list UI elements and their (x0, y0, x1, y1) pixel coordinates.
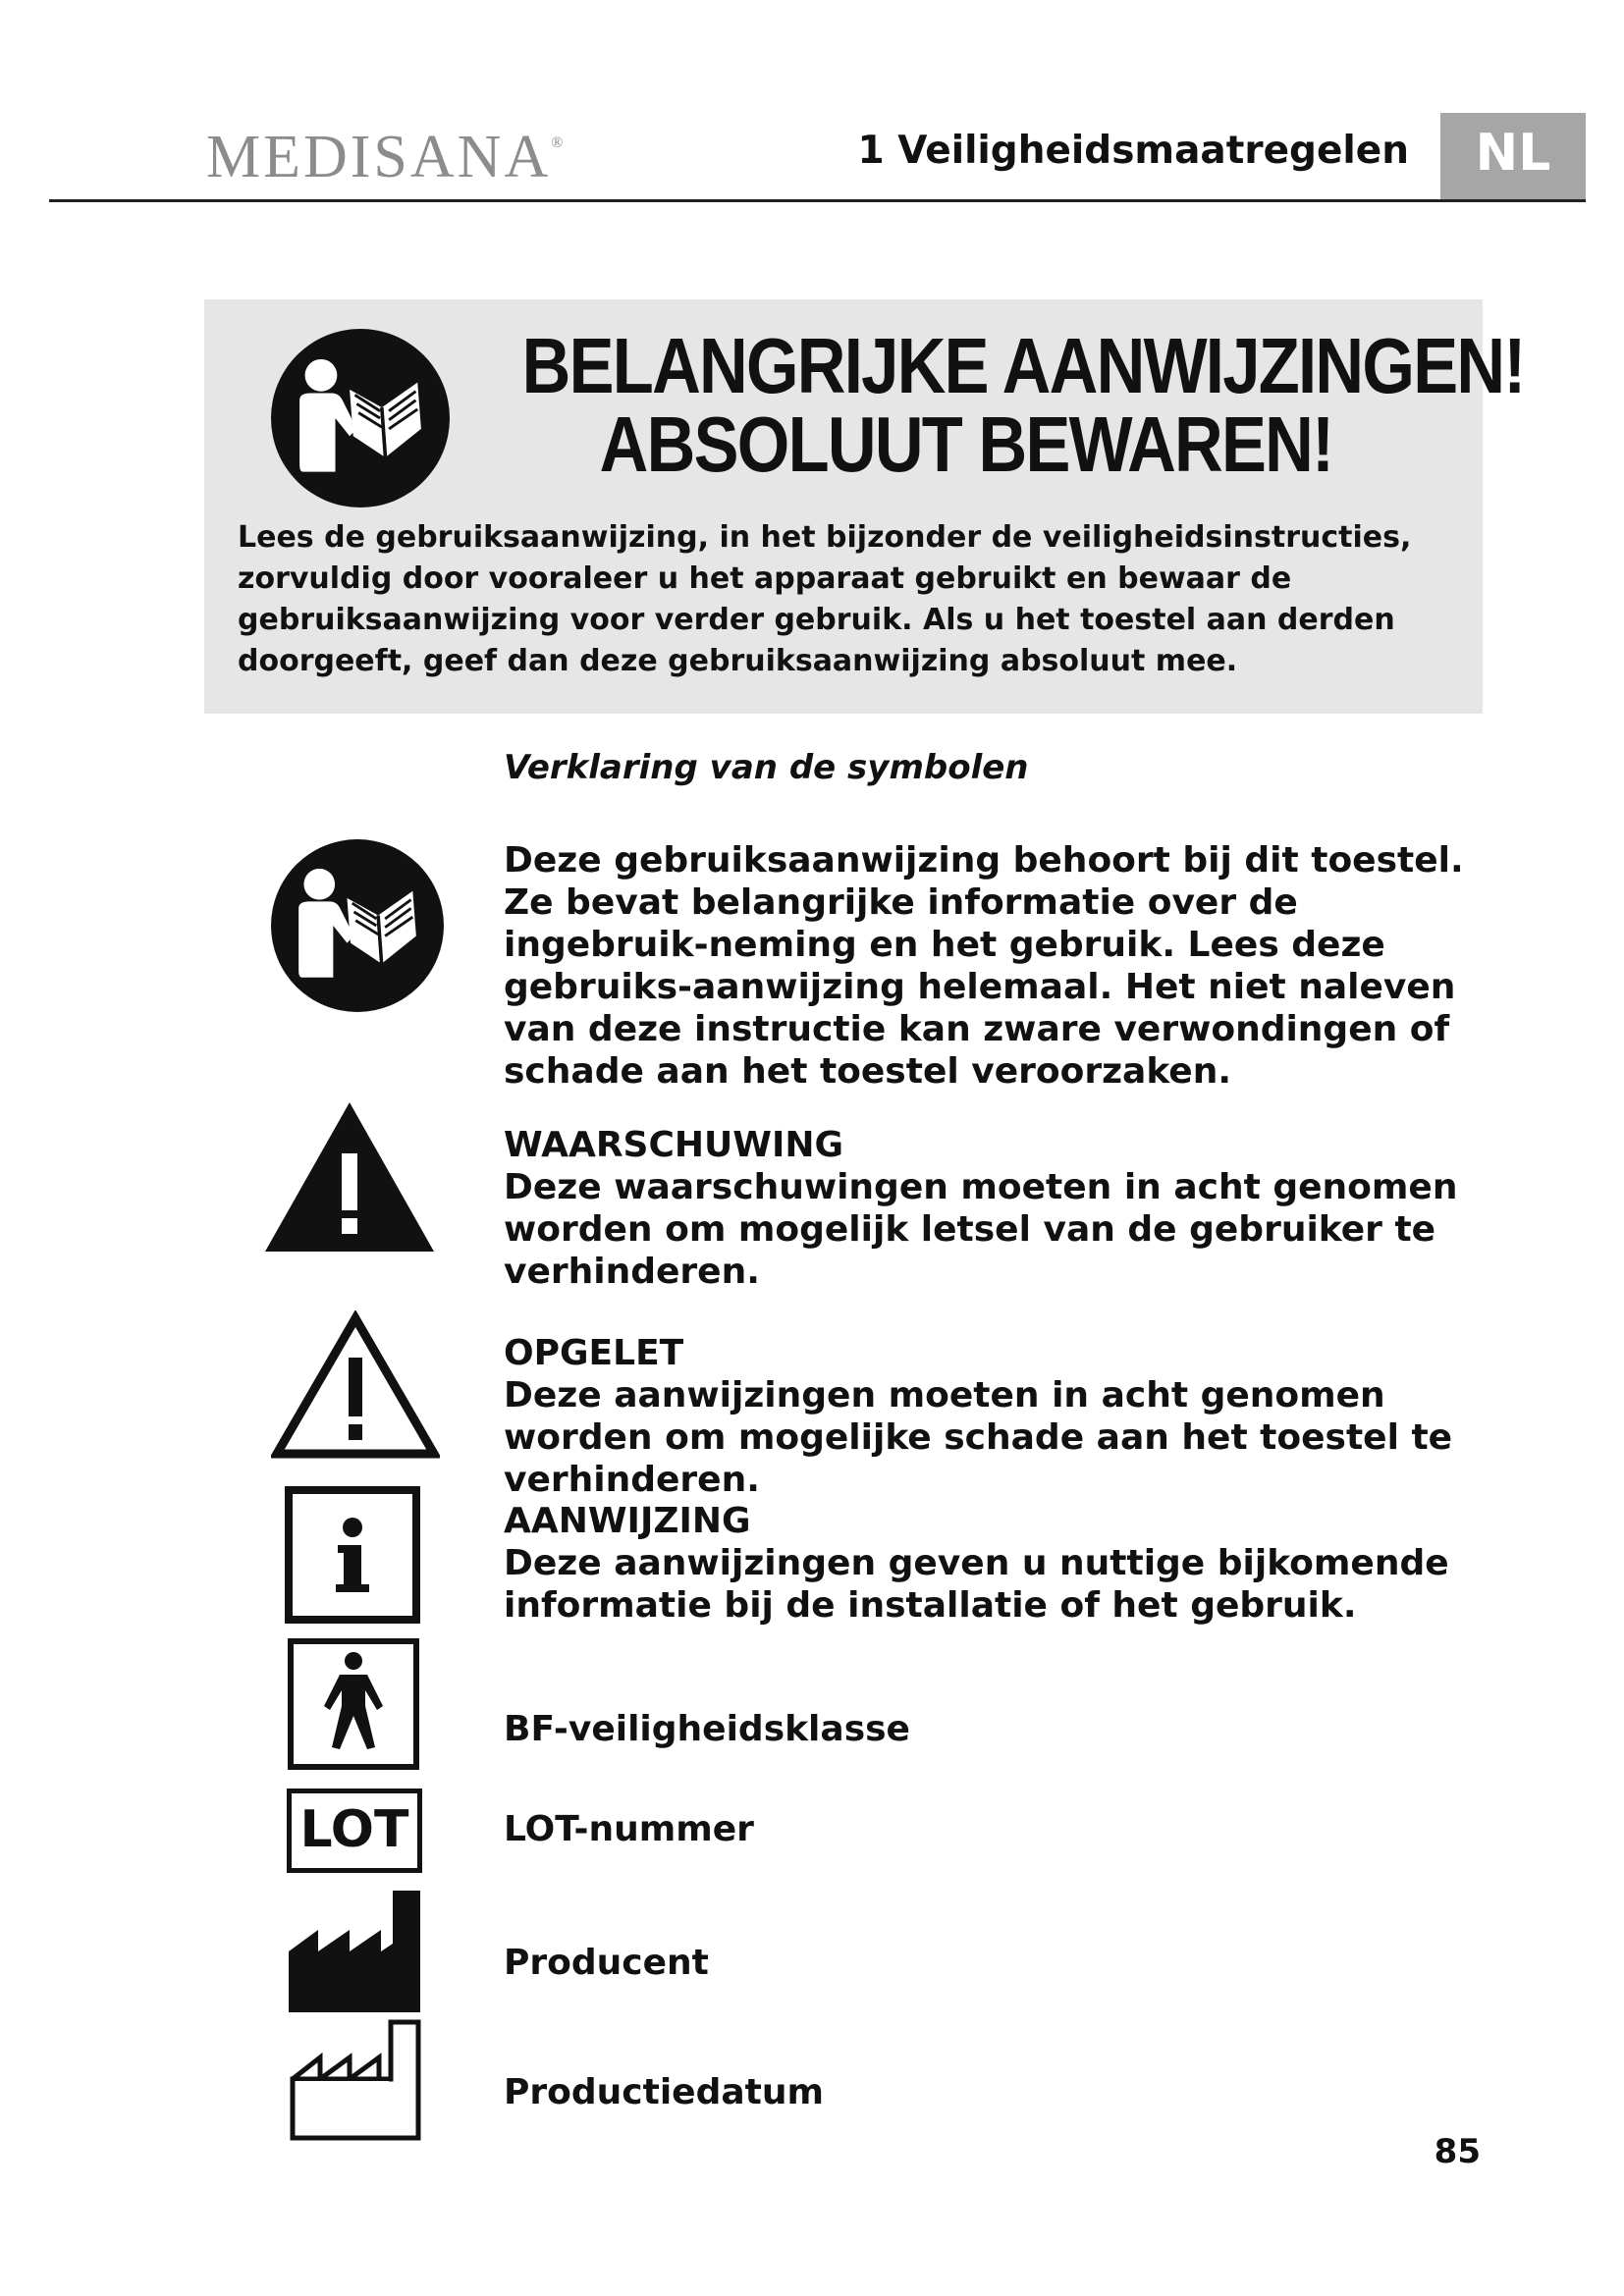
info-icon (285, 1486, 420, 1624)
symbol-text: LOT-nummer (504, 1809, 754, 1849)
symbol-description (504, 1332, 1495, 1501)
symbol-text: Deze aanwijzingen moeten in acht genomen worden om mogelijke schade aan het toestel te verhinderen. (504, 1375, 1453, 1500)
lot-icon: LOT (287, 1789, 422, 1873)
symbol-label: WAARSCHUWING (504, 1125, 844, 1165)
notice-text: Lees de gebruiksaanwijzing, in het bijzonder de veiligheidsinstructies, zorvuldig door vooraleer u het apparaat gebruikt en bewaar de gebruiksaanwijzing voor verder gebruik. Als u het toestel aan derden doorgeeft, geef dan deze gebruiksaanwijzing absoluut mee. (238, 520, 1412, 678)
symbol-text: Producent (504, 1943, 709, 1983)
notice-title-line-2: ABSOLUUT BEWAREN! (599, 400, 1333, 488)
symbol-text: Productiedatum (504, 2072, 824, 2112)
read-manual-icon (271, 839, 444, 1012)
symbol-description (504, 1500, 1495, 1627)
symbols-heading: Verklaring van de symbolen (504, 748, 1029, 787)
caution-outline-icon (271, 1310, 440, 1460)
important-notice-box (204, 299, 1525, 714)
language-tab: NL (1440, 113, 1586, 199)
symbol-description: Deze gebruiksaanwijzing behoort bij dit toestel. Ze bevat belangrijke informatie over de ingebruik-neming en het gebruik. Lees deze gebruiks-aanwijzing helemaal. Het niet naleven van deze instructie kan zware verwondingen of schade aan het toestel veroorzaken. (504, 840, 1464, 1092)
symbol-text: Deze aanwijzingen geven u nuttige bijkomende informatie bij de installatie of het gebruik. (504, 1543, 1449, 1626)
section-title: 1 Veiligheidsmaatregelen (857, 129, 1409, 173)
bf-type-icon (287, 1637, 420, 1771)
page-number: 85 (1434, 2132, 1481, 2171)
symbol-label: AANWIJZING (504, 1501, 751, 1541)
notice-title-line-1: BELANGRIJKE AANWIJZINGEN! (521, 322, 1525, 409)
warning-filled-icon (265, 1102, 434, 1252)
symbol-description (504, 1124, 1495, 1293)
notice-title (521, 322, 1525, 488)
header-divider (49, 199, 1586, 202)
manufacturer-icon (289, 1891, 422, 2012)
read-manual-icon (271, 329, 450, 507)
symbol-label: OPGELET (504, 1333, 684, 1373)
page-header (49, 103, 1586, 201)
symbol-text: BF-veiligheidsklasse (504, 1709, 910, 1749)
production-date-icon (289, 2018, 422, 2142)
brand-logo: MEDISANA® (206, 124, 567, 190)
symbol-text: Deze waarschuwingen moeten in acht genomen worden om mogelijk letsel van de gebruiker te verhinderen. (504, 1167, 1458, 1292)
